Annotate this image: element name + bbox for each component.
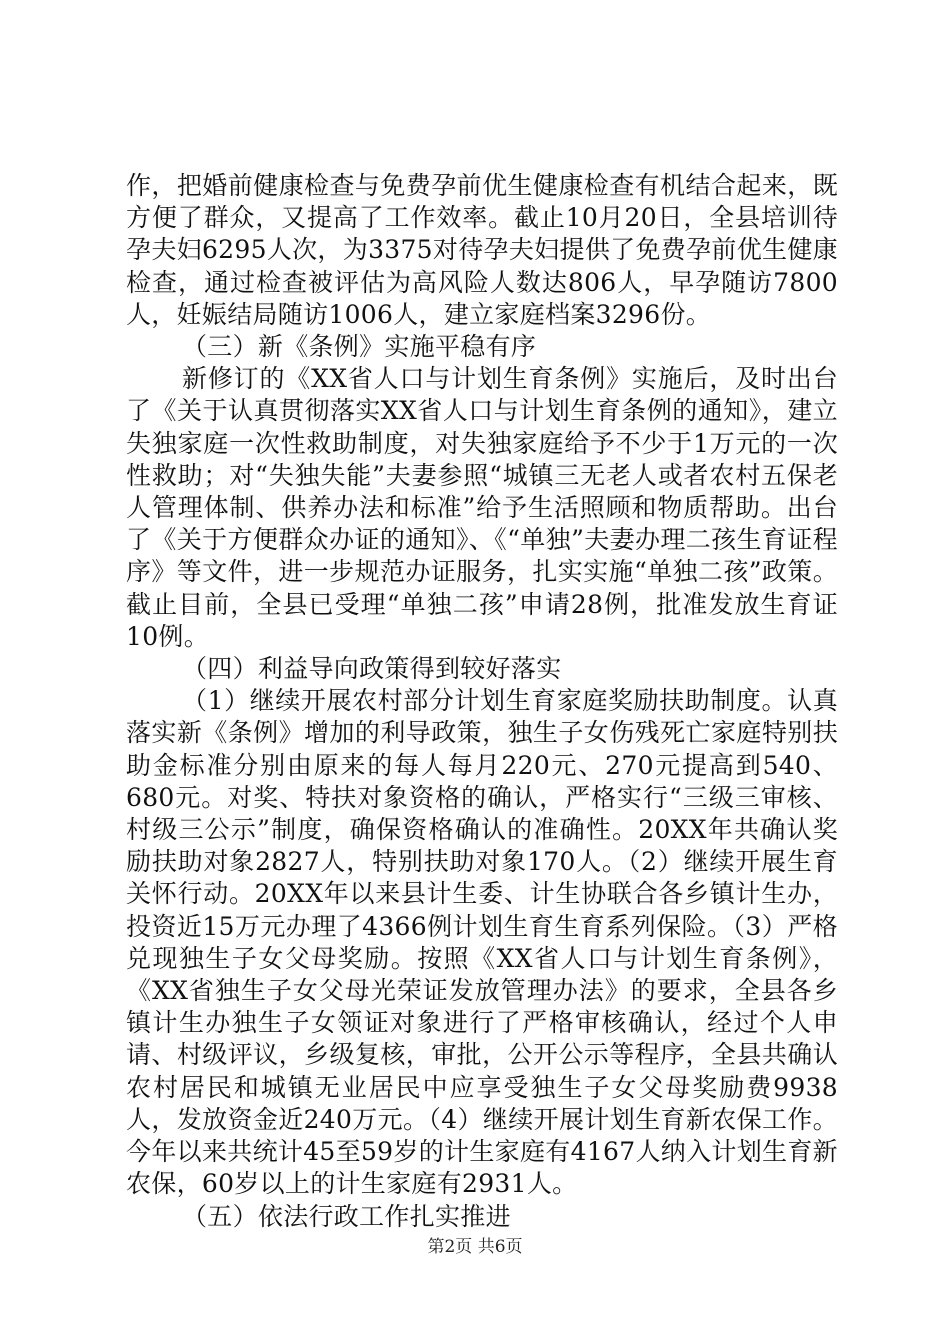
section-heading-4: （四）利益导向政策得到较好落实 — [182, 654, 562, 684]
paragraph-incentives: （1）继续开展农村部分计划生育家庭奖励扶助制度。认真落实新《条例》增加的利导政策，独生子女伤残死亡家庭特别扶助金标准分别由原来的每人每月220元、270元提高到540、680元。对奖、特扶对象资格的确认，严格实行“三级三审核、村级三公示”制度，确保资格确认的准确性。20XX年共确认奖励扶助对象2827人，特别扶助对象170人。（2）继续开展生育关怀行动。20XX年以来县计生委、计生协联合各乡镇计生办，投资近15万元办理了4366例计划生育生育系列保险。（3）严格兑现独生子女父母奖励。按照《XX省人口与计划生育条例》，《XX省独生子女父母光荣证发放管理办法》的要求，全县各乡镇计生办独生子女领证对象进行了严格审核确认，经过个人申请、村级评议，乡级复核，审批，公开公示等程序，全县共确认农村居民和城镇无业居民中应享受独生子女父母奖励费9938人，发放资金近240万元。（4）继续开展计划生育新农保工作。今年以来共统计45至59岁的计生家庭有4167人纳入计划生育新农保，60岁以上的计生家庭有2931人。 — [126, 686, 838, 1199]
page-footer: 第2页 共6页 — [427, 1237, 523, 1257]
paragraph-regulation: 新修订的《XX省人口与计划生育条例》实施后，及时出台了《关于认真贯彻落实XX省人口与计划生育条例的通知》，建立失独家庭一次性救助制度，对失独家庭给予不少于1万元的一次性救助；对“失独失能”夫妻参照“城镇三无老人或者农村五保老人管理体制、供养办法和标准”给予生活照顾和物质帮助。出台了《关于方便群众办证的通知》、《“单独”夫妻办理二孩生育证程序》等文件，进一步规范办证服务，扎实实施“单独二孩”政策。截止目前，全县已受理“单独二孩”申请28例，批准发放生育证10例。 — [126, 364, 838, 651]
paragraph-continuation: 作，把婚前健康检查与免费孕前优生健康检查有机结合起来，既方便了群众，又提高了工作效率。截止10月20日，全县培训待孕夫妇6295人次，为3375对待孕夫妇提供了免费孕前优生健康检查，通过检查被评估为高风险人数达806人，早孕随访7800人，妊娠结局随访1006人，建立家庭档案3296份。 — [126, 171, 838, 329]
section-heading-5: （五）依法行政工作扎实推进 — [182, 1201, 511, 1231]
section-heading-3: （三）新《条例》实施平稳有序 — [182, 332, 537, 362]
document-body — [126, 170, 838, 1233]
